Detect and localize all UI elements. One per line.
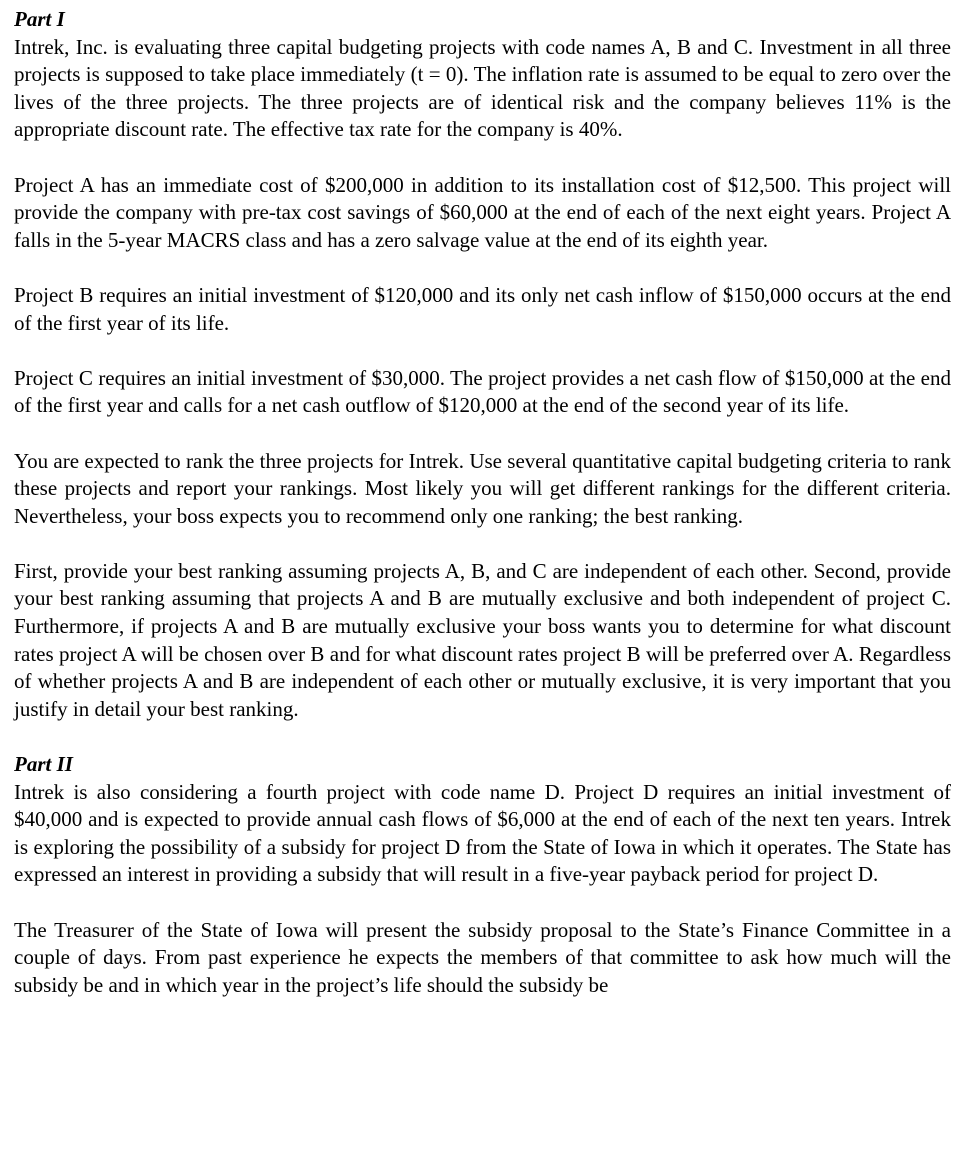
ranking-task-paragraph: You are expected to rank the three projects for Intrek. Use several quantitative capital budgeting criteria to rank these projects and report your rankings. Most likely you will get different rankings for the different criteria. Nevertheless, your boss expects you to recommend only one ranking; the best ranking. xyxy=(14,448,951,528)
part-2-heading: Part II xyxy=(14,752,73,777)
ranking-scenarios-paragraph: First, provide your best ranking assuming projects A, B, and C are independent of each other. Second, provide your best ranking assuming that projects A and B are mutually exclusive and both independent of project C. Furthermore, if projects A and B are mutually exclusive your boss wants you to determine for what discount rates project A will be chosen over B and for what discount rates project B will be preferred over A. Regardless of whether projects A and B are independent of each other or mutually exclusive, it is very important that you justify in detail your best ranking. xyxy=(14,558,951,721)
project-d-paragraph: Intrek is also considering a fourth project with code name D. Project D requires an initial investment of $40,000 and is expected to provide annual cash flows of $6,000 at the end of each of the next ten years. Intrek is exploring the possibility of a subsidy for project D from the State of Iowa in which it operates. The State has expressed an interest in providing a subsidy that will result in a five-year payback period for project D. xyxy=(14,779,951,887)
project-c-paragraph: Project C requires an initial investment of $30,000. The project provides a net cash flow of $150,000 at the end of the first year and calls for a net cash outflow of $120,000 at the end of the second year of its life. xyxy=(14,365,951,418)
project-a-paragraph: Project A has an immediate cost of $200,000 in addition to its installation cost of $12,500. This project will provide the company with pre-tax cost savings of $60,000 at the end of each of the next eight years. Project A falls in the 5-year MACRS class and has a zero salvage value at the end of its eighth year. xyxy=(14,172,951,252)
part-1-intro-paragraph: Intrek, Inc. is evaluating three capital budgeting projects with code names A, B and C. Investment in all three projects is supposed to take place immediately (t = 0). The inflation rate is assumed to be equal to zero over the lives of the three projects. The three projects are of identical risk and the company believes 11% is the appropriate discount rate. The effective tax rate for the company is 40%. xyxy=(14,34,951,142)
part-1-heading: Part I xyxy=(14,7,65,31)
part-1-section xyxy=(14,6,951,723)
treasurer-paragraph: The Treasurer of the State of Iowa will present the subsidy proposal to the State’s Finance Committee in a couple of days. From past experience he expects the members of that committee to ask how much will the subsidy be and in which year in the project’s life should the subsidy be xyxy=(14,917,951,997)
project-b-paragraph: Project B requires an initial investment of $120,000 and its only net cash inflow of $150,000 occurs at the end of the first year of its life. xyxy=(14,282,951,335)
part-2-section xyxy=(14,751,951,999)
document-page xyxy=(14,6,951,1027)
